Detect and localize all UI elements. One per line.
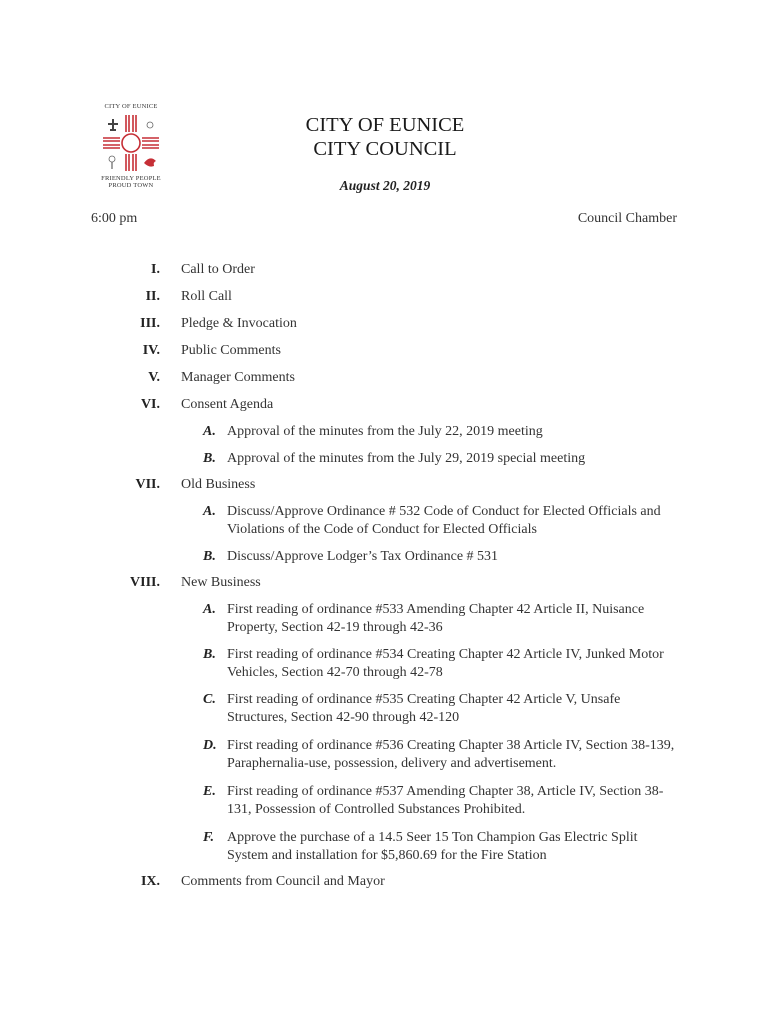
agenda-number: IX. — [140, 874, 160, 889]
agenda-number: VII. — [135, 477, 160, 492]
agenda-item-label: Public Comments — [181, 343, 281, 358]
subitem-text: Discuss/Approve Ordinance # 532 Code of Conduct for Elected Officials and Violations of the Code of Conduct for Elected Officials — [227, 504, 661, 537]
subitem-letter: A. — [203, 504, 216, 519]
document-title — [0, 113, 770, 161]
title-line-2: CITY COUNCIL — [313, 138, 457, 160]
subitem-letter: A. — [203, 602, 216, 617]
subitem-text: First reading of ordinance #537 Amending Chapter 38, Article IV, Section 38-131, Possession of Controlled Substances Prohibited. — [227, 784, 664, 817]
agenda-number: I. — [151, 262, 160, 277]
meeting-location: Council Chamber — [577, 211, 677, 226]
agenda-item-label: Call to Order — [181, 262, 255, 277]
agenda-number: III. — [140, 316, 160, 331]
subitem-letter: F. — [203, 830, 215, 845]
title-line-1: CITY OF EUNICE — [305, 114, 465, 136]
agenda-number: II. — [145, 289, 160, 304]
subitem-text: Approval of the minutes from the July 29, 2019 special meeting — [227, 451, 586, 466]
subitem-text: First reading of ordinance #534 Creating Chapter 42 Article IV, Junked Motor Vehicles, Section 42-70 through 42-78 — [227, 647, 664, 680]
meeting-date: August 20, 2019 — [339, 178, 431, 193]
logo-top-text: CITY OF EUNICE — [104, 103, 158, 110]
subitem-text: Approval of the minutes from the July 22, 2019 meeting — [227, 424, 543, 439]
agenda-item-label: Old Business — [181, 477, 256, 492]
logo-bottom-text-1: FRIENDLY PEOPLE — [101, 175, 161, 182]
meeting-time: 6:00 pm — [91, 211, 138, 226]
subitem-letter: B. — [203, 549, 216, 564]
agenda-item-label: Manager Comments — [181, 370, 295, 385]
subitem-text: Discuss/Approve Lodger’s Tax Ordinance # 531 — [227, 549, 499, 564]
logo-bottom-text-2: PROUD TOWN — [108, 182, 154, 189]
agenda-item-label: Pledge & Invocation — [181, 316, 297, 331]
subitem-letter: D. — [203, 738, 217, 753]
agenda-number: VIII. — [130, 575, 160, 590]
subitem-letter: A. — [203, 424, 216, 439]
agenda-item-label: New Business — [181, 575, 261, 590]
agenda-item-label: Comments from Council and Mayor — [181, 874, 385, 889]
subitem-letter: B. — [203, 647, 216, 662]
subitem-text: First reading of ordinance #536 Creating Chapter 38 Article IV, Section 38-139, Paraphernalia-use, possession, delivery and advertisement. — [227, 738, 675, 771]
subitem-letter: E. — [203, 784, 216, 799]
agenda-item-label: Roll Call — [181, 289, 232, 304]
agenda-number: VI. — [140, 397, 160, 412]
agenda-item-label: Consent Agenda — [181, 397, 274, 412]
agenda-number: IV. — [142, 343, 160, 358]
subitem-text: First reading of ordinance #533 Amending Chapter 42 Article II, Nuisance Property, Section 42-19 through 42-36 — [227, 602, 645, 635]
subitem-letter: B. — [203, 451, 216, 466]
subitem-text: First reading of ordinance #535 Creating Chapter 42 Article V, Unsafe Structures, Section 42-90 through 42-120 — [227, 692, 621, 725]
subitem-text: Approve the purchase of a 14.5 Seer 15 Ton Champion Gas Electric Split System and installation for $5,860.69 for the Fire Station — [227, 830, 638, 863]
subitem-letter: C. — [203, 692, 216, 707]
agenda-number: V. — [148, 370, 160, 385]
